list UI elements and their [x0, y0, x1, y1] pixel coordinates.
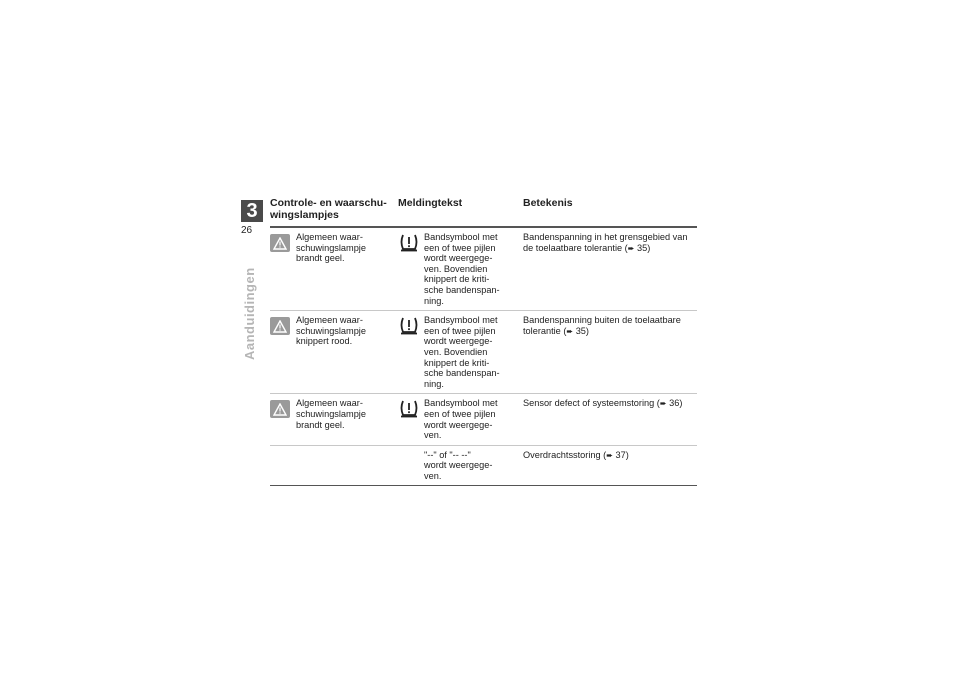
warning-light-text: Algemeen waar- schuwingslampje brandt geel.	[296, 232, 366, 264]
warning-light-text: Algemeen waar- schuwingslampje brandt geel.	[296, 398, 366, 430]
arrow-right-icon: ➨	[659, 399, 667, 409]
warning-triangle-icon	[270, 234, 290, 252]
indicator-table	[270, 198, 697, 486]
warning-light-text	[296, 450, 398, 482]
arrow-right-icon: ➨	[606, 450, 613, 460]
page-reference[interactable]: 35	[575, 325, 586, 336]
warning-triangle-icon	[270, 400, 290, 418]
chapter-side-label: Aanduidingen	[242, 267, 257, 360]
meaning-text: Overdrachtsstoring	[523, 449, 601, 460]
header-meaning: Betekenis	[523, 197, 573, 209]
table-row: Algemeen waar- schuwingslampje brandt geel. Bandsymbool met een of twee pijlen wordt weergege- ven. Bovendien knippert de kriti- sche bandenspan- ning. Bandenspanning in het grensgebied van de toelaatbare tolerantie (➨ 35)	[270, 228, 697, 311]
tyre-pressure-icon	[398, 398, 420, 418]
page-reference[interactable]: 35	[636, 242, 648, 253]
message-text: "--" of "-- --" wordt weergege- ven.	[424, 449, 493, 481]
table-header	[270, 198, 697, 228]
message-text: Bandsymbool met een of twee pijlen wordt weergege- ven.	[424, 398, 498, 441]
meaning-text: Sensor defect of systeemstoring	[523, 398, 655, 409]
meaning-text: Bandenspanning buiten de toelaatbare tolerantie	[523, 315, 681, 336]
table-row: Algemeen waar- schuwingslampje brandt geel. Bandsymbool met een of twee pijlen wordt weergege- ven. Sensor defect of systeemstoring (➨ 36)	[270, 394, 697, 445]
page-reference[interactable]: 37	[615, 449, 626, 460]
warning-light-text: Algemeen waar- schuwingslampje knippert rood.	[296, 315, 366, 347]
header-warning-lights: Controle- en waarschu- wingslampjes	[270, 197, 387, 221]
meaning-text: Bandenspanning in het grensgebied van de toelaatbare tolerantie	[523, 232, 688, 253]
message-text: Bandsymbool met een of twee pijlen wordt weergege- ven. Bovendien knippert de kriti- sche bandenspan- ning.	[424, 232, 500, 306]
warning-triangle-icon	[270, 317, 290, 335]
table-row: Algemeen waar- schuwingslampje knippert rood. Bandsymbool met een of twee pijlen wordt weergege- ven. Bovendien knippert de kriti- sche bandenspan- ning. Bandenspanning buiten de toelaatbare tolerantie (➨ 35)	[270, 311, 697, 394]
message-text: Bandsymbool met een of twee pijlen wordt weergege- ven. Bovendien knippert de kriti- sche bandenspan- ning.	[424, 315, 500, 389]
arrow-right-icon: ➨	[566, 326, 574, 336]
chapter-number: 3	[241, 200, 263, 222]
page-reference[interactable]: 36	[669, 398, 680, 409]
header-message-text: Meldingtekst	[398, 197, 463, 209]
table-row: "--" of "-- --" wordt weergege- ven. Overdrachtsstoring (➨ 37)	[270, 446, 697, 487]
arrow-right-icon: ➨	[627, 243, 635, 253]
tyre-pressure-icon	[398, 315, 420, 335]
page-number: 26	[241, 225, 253, 236]
tyre-pressure-icon	[398, 232, 420, 252]
